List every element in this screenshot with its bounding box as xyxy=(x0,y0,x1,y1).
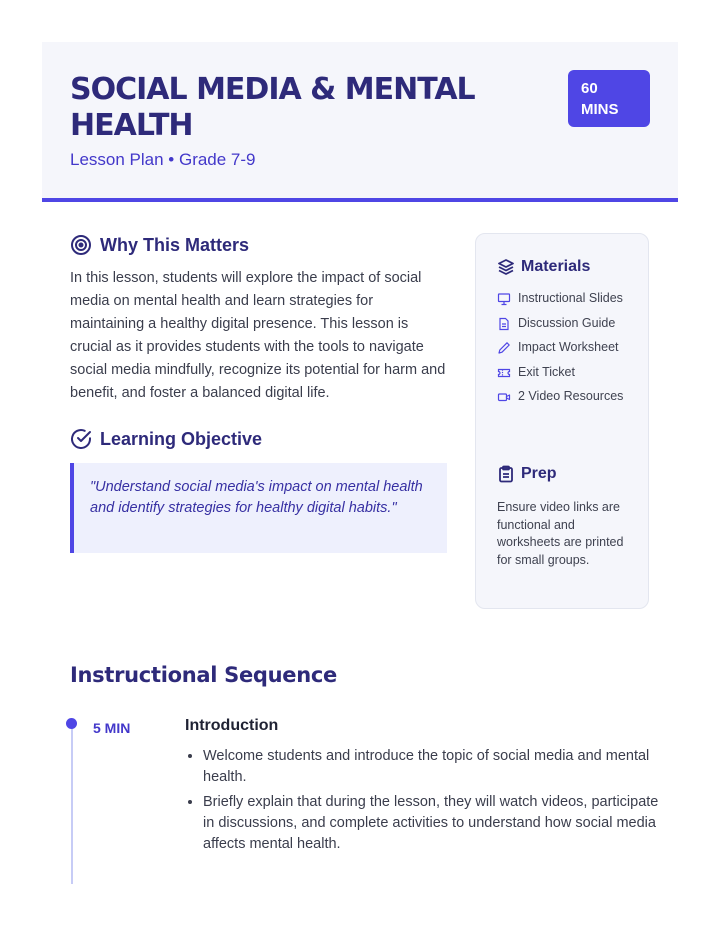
page-title: SOCIAL MEDIA & MENTAL HEALTH xyxy=(70,72,475,143)
prep-heading-label: Prep xyxy=(521,465,557,482)
materials-heading-label: Materials xyxy=(521,258,591,275)
duration-value: 60 xyxy=(581,80,598,97)
material-item xyxy=(497,315,637,333)
materials-heading xyxy=(497,258,590,276)
target-icon xyxy=(70,234,92,256)
layers-icon xyxy=(497,258,515,276)
step-bullet: • Welcome students and introduce the topic of social media and mental health. xyxy=(203,746,663,788)
duration-badge xyxy=(568,70,650,127)
material-label: Exit Ticket xyxy=(518,364,575,379)
material-label: Discussion Guide xyxy=(518,315,616,330)
duration-unit: MINS xyxy=(581,101,619,118)
ticket-icon xyxy=(497,366,511,380)
objective-heading-label: Learning Objective xyxy=(100,428,263,449)
objective-quote: "Understand social media's impact on mental health and identify strategies for healthy digital habits." xyxy=(70,463,447,553)
timeline-dot xyxy=(66,718,77,729)
presentation-icon xyxy=(497,292,511,306)
check-circle-icon xyxy=(70,428,92,450)
prep-body-text: Ensure video links are functional and worksheets are printed for small groups. xyxy=(497,500,624,567)
why-heading xyxy=(70,234,249,256)
clipboard-icon xyxy=(497,465,515,483)
materials-list xyxy=(497,290,637,413)
step-bullet: • Briefly explain that during the lesson, they will watch videos, participate in discussions, and complete activities to understand how social media affects mental health. xyxy=(203,792,663,855)
document-icon xyxy=(497,317,511,331)
material-label: Impact Worksheet xyxy=(518,340,619,354)
material-item xyxy=(497,290,637,308)
prep-heading xyxy=(497,465,557,483)
why-heading-label: Why This Matters xyxy=(100,234,250,255)
pencil-icon xyxy=(497,341,511,355)
objective-heading xyxy=(70,428,262,450)
material-item xyxy=(497,364,637,382)
step-duration: 5 MIN xyxy=(93,720,131,736)
timeline-line xyxy=(71,726,73,884)
sequence-title: Instructional Sequence xyxy=(70,663,337,687)
sidebar-panel xyxy=(475,233,649,609)
why-body-text: In this lesson, students will explore the impact of social media on mental health and learn strategies for maintaining a healthy digital presence. This lesson is crucial as it provides students with the tools to navigate social media mindfully, recognize its potential for harm and benefit, and foster a balanced digital life. xyxy=(70,270,446,401)
material-item xyxy=(497,339,637,357)
material-item xyxy=(497,388,637,406)
material-label: 2 Video Resources xyxy=(518,389,624,403)
video-icon xyxy=(497,390,511,404)
step-bullet-list xyxy=(185,746,663,859)
header-banner xyxy=(42,42,678,202)
material-label: Instructional Slides xyxy=(518,291,623,305)
page-subtitle: Lesson Plan • Grade 7-9 xyxy=(70,150,256,169)
step-title: Introduction xyxy=(185,717,279,734)
